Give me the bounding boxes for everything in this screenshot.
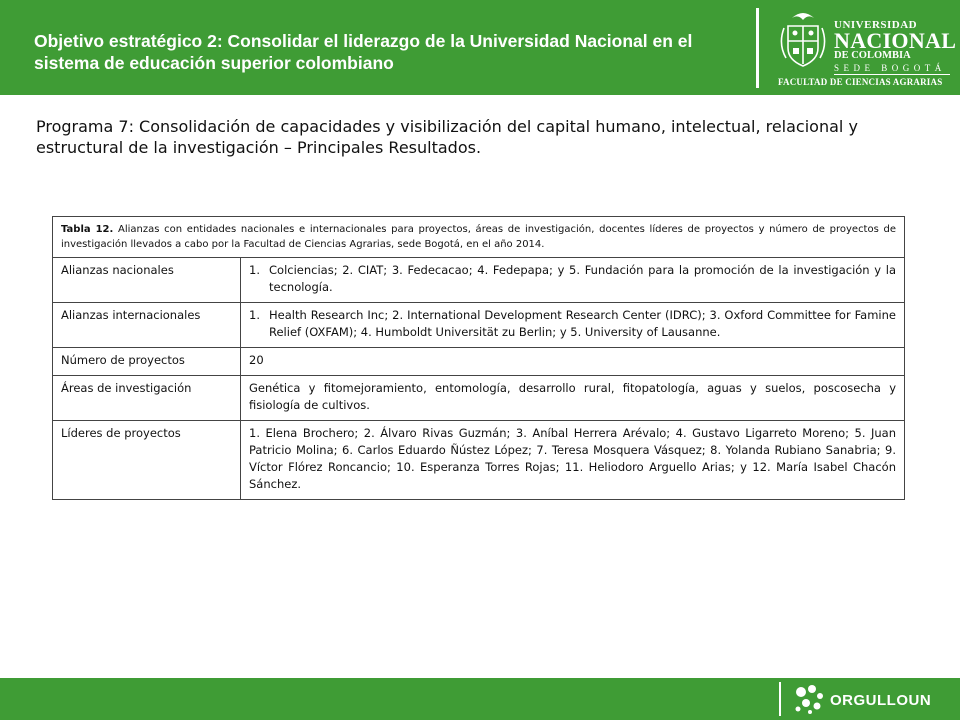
- logo-line-sede: SEDE BOGOTÁ: [834, 63, 946, 73]
- footer-bar: [0, 678, 960, 720]
- list-number: 1.: [249, 308, 260, 322]
- orgullo-dots-icon: [792, 682, 828, 716]
- row-value: Genética y fitomejoramiento, entomología, desarrollo rural, fitopatología, aguas y suelos, poscosecha y fisiología de cultivos.: [241, 376, 905, 421]
- program-heading: Programa 7: Consolidación de capacidades y visibilización del capital humano, intelectual, relacional y estructural de la investigación – Principales Resultados.: [36, 117, 858, 157]
- table-caption: [53, 217, 905, 258]
- logo-line-de-colombia: DE COLOMBIA: [834, 50, 911, 61]
- row-label: Número de proyectos: [53, 348, 241, 376]
- caption-text: Alianzas con entidades nacionales e internacionales para proyectos, áreas de investigación, docentes líderes de proyectos y número de proyectos de investigación llevados a cabo por la Facultad de Ciencias Agrarias, sede Bogotá, en el año 2014.: [61, 224, 896, 250]
- row-value-text: Health Research Inc; 2. International Development Research Center (IDRC); 3. Oxford Committee for Famine Relief (OXFAM); 4. Humboldt Universität zu Berlin; y 5. University of Lausanne.: [269, 308, 896, 339]
- row-value-text: Colciencias; 2. CIAT; 3. Fedecacao; 4. Fedepapa; y 5. Fundación para la promoción de la investigación y la tecnología.: [269, 263, 896, 294]
- logo-rule: [834, 74, 950, 75]
- footer-brand: ORGULLOUN: [830, 692, 932, 709]
- caption-label: Tabla 12.: [61, 224, 114, 235]
- table-row: [53, 303, 905, 348]
- row-label: Líderes de proyectos: [53, 421, 241, 500]
- table-caption-row: [53, 217, 905, 258]
- row-value: 20: [241, 348, 905, 376]
- logo-line-nacional: NACIONAL: [834, 28, 957, 53]
- header-bar: [0, 0, 960, 95]
- logo-line-universidad: UNIVERSIDAD: [834, 19, 918, 31]
- row-value: [241, 258, 905, 303]
- table-row: [53, 421, 905, 500]
- row-label: Áreas de investigación: [53, 376, 241, 421]
- table-row: [53, 348, 905, 376]
- header-divider: [756, 8, 759, 88]
- university-logo: [776, 6, 956, 90]
- table-row: [53, 376, 905, 421]
- footer-divider: [779, 682, 781, 716]
- list-number: 1.: [249, 263, 260, 277]
- row-value: [241, 303, 905, 348]
- university-seal-icon: [778, 8, 828, 70]
- results-table: [52, 216, 905, 500]
- page-title: Objetivo estratégico 2: Consolidar el liderazgo de la Universidad Nacional en el sistema de educación superior colombiano: [34, 31, 693, 73]
- table-row: [53, 258, 905, 303]
- row-value: 1. Elena Brochero; 2. Álvaro Rivas Guzmán; 3. Aníbal Herrera Arévalo; 4. Gustavo Ligarreto Moreno; 5. Juan Patricio Molina; 6. Carlos Eduardo Ñústez López; 7. Teresa Mosquera Vásquez; 8. Yolanda Rubiano Sanabria; 9. Víctor Flórez Roncancio; 10. Esperanza Torres Rojas; 11. Heliodoro Arguello Arias; y 12. María Isabel Chacón Sánchez.: [241, 421, 905, 500]
- logo-line-facultad: FACULTAD DE CIENCIAS AGRARIAS: [778, 77, 943, 87]
- row-label: Alianzas nacionales: [53, 258, 241, 303]
- row-label: Alianzas internacionales: [53, 303, 241, 348]
